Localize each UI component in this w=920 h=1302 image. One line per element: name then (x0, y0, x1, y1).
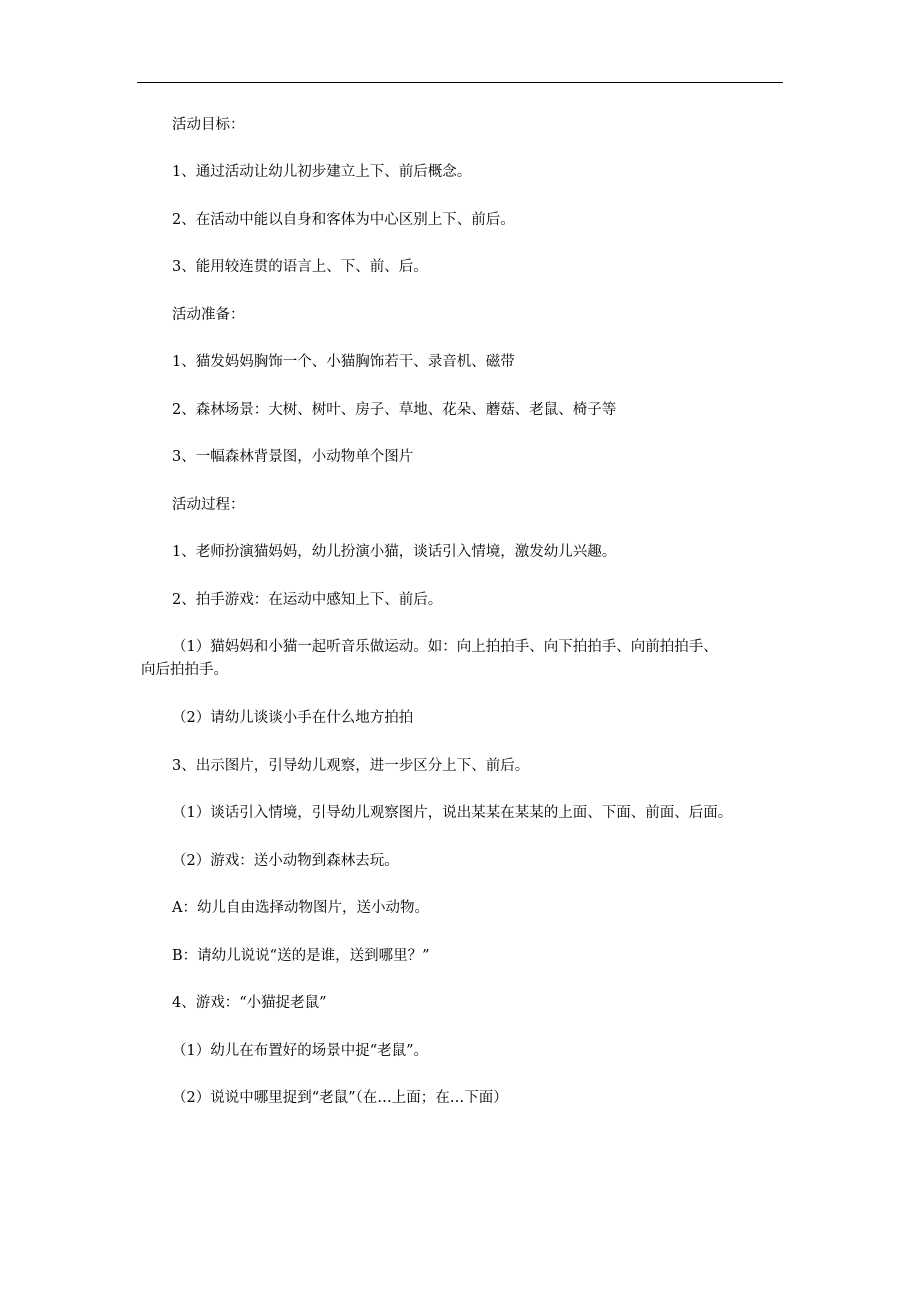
process-step-3: 3、出示图片，引导幼儿观察，进一步区分上下、前后。 (172, 758, 530, 774)
section-heading-preparation: 活动准备： (172, 307, 245, 323)
process-step-2-sub-1: （1）猫妈妈和小猫一起听音乐做运动。如：向上拍拍手、向下拍拍手、向前拍拍手、 (172, 639, 718, 655)
process-step-1: 1、老师扮演猫妈妈，幼儿扮演小猫，谈话引入情境，激发幼儿兴趣。 (172, 544, 617, 560)
process-step-3-sub-1: （1）谈话引入情境，引导幼儿观察图片，说出某某在某某的上面、下面、前面、后面。 (172, 805, 733, 821)
process-step-3-sub-2-b: B：请幼儿说说“送的是谁，送到哪里？” (172, 948, 430, 964)
process-step-2: 2、拍手游戏：在运动中感知上下、前后。 (172, 592, 443, 608)
process-step-4-sub-1: （1）幼儿在布置好的场景中捉“老鼠”。 (172, 1043, 429, 1059)
process-step-3-sub-2: （2）游戏：送小动物到森林去玩。 (172, 853, 399, 869)
preparation-item-3: 3、一幅森林背景图，小动物单个图片 (172, 449, 414, 465)
process-step-3-sub-2-a: A：幼儿自由选择动物图片，送小动物。 (172, 900, 429, 916)
process-step-2-sub-2: （2）请幼儿谈谈小手在什么地方拍拍 (172, 710, 414, 726)
section-heading-goals: 活动目标： (172, 117, 245, 133)
preparation-item-1: 1、猫发妈妈胸饰一个、小猫胸饰若干、录音机、磁带 (172, 354, 515, 370)
goal-item-2: 2、在活动中能以自身和客体为中心区别上下、前后。 (172, 212, 515, 228)
section-heading-process: 活动过程： (172, 497, 245, 513)
process-step-4: 4、游戏：“小猫捉老鼠” (172, 995, 327, 1011)
goal-item-3: 3、能用较连贯的语言上、下、前、后。 (172, 259, 428, 275)
process-step-4-sub-2: （2）说说中哪里捉到“老鼠”（在…上面；在…下面） (172, 1090, 508, 1106)
header-rule (137, 82, 783, 83)
preparation-item-2: 2、森林场景：大树、树叶、房子、草地、花朵、蘑菇、老鼠、椅子等 (172, 402, 617, 418)
goal-item-1: 1、通过活动让幼儿初步建立上下、前后概念。 (172, 164, 472, 180)
process-step-2-sub-1-continued: 向后拍拍手。 (141, 662, 228, 678)
